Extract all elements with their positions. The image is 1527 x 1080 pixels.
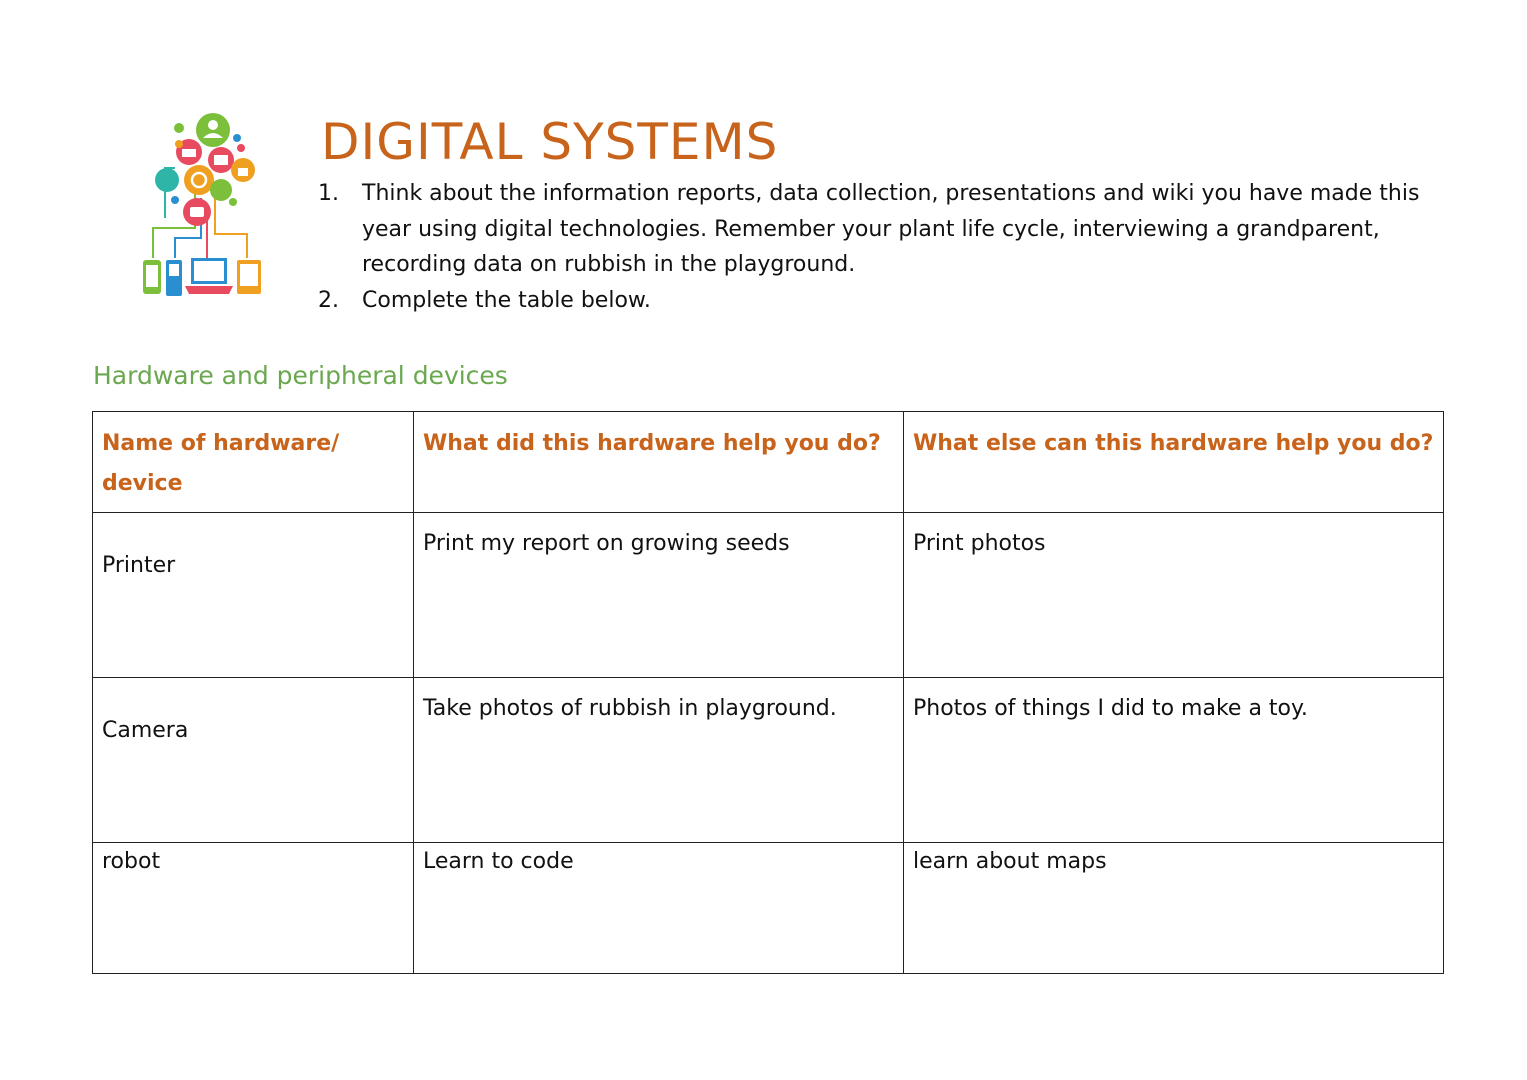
- section-heading: Hardware and peripheral devices: [93, 361, 508, 390]
- column-header-device: Name of hardware/ device: [93, 412, 414, 513]
- else-cell: Print photos: [904, 513, 1444, 678]
- instruction-text: Complete the table below.: [362, 287, 651, 313]
- table-row: [93, 678, 1444, 843]
- instruction-item: [318, 176, 1428, 283]
- instruction-number: 1.: [318, 181, 339, 206]
- else-cell: Photos of things I did to make a toy.: [904, 678, 1444, 843]
- instruction-number: 2.: [318, 287, 339, 313]
- column-header-else: What else can this hardware help you do?: [904, 412, 1444, 513]
- helped-cell: Print my report on growing seeds: [414, 513, 904, 678]
- instruction-item: [318, 283, 1428, 319]
- column-header-helped: What did this hardware help you do?: [414, 412, 904, 513]
- table-row: [93, 843, 1444, 974]
- helped-cell: Learn to code: [414, 843, 904, 974]
- table-header-row: [93, 412, 1444, 513]
- digital-devices-network-icon: [135, 108, 265, 300]
- instruction-text: Think about the information reports, data collection, presentations and wiki you have made this year using digital technologies. Remember your plant life cycle, interviewing a grandparent, recording data on rubbish in the playground.: [362, 181, 1420, 277]
- device-cell: robot: [93, 843, 414, 974]
- table-row: [93, 513, 1444, 678]
- device-cell: Printer: [93, 513, 414, 678]
- instructions-list: [318, 176, 1428, 318]
- device-cell: Camera: [93, 678, 414, 843]
- hardware-table: [92, 411, 1444, 974]
- else-cell: learn about maps: [904, 843, 1444, 974]
- page-title: DIGITAL SYSTEMS: [321, 113, 779, 171]
- helped-cell: Take photos of rubbish in playground.: [414, 678, 904, 843]
